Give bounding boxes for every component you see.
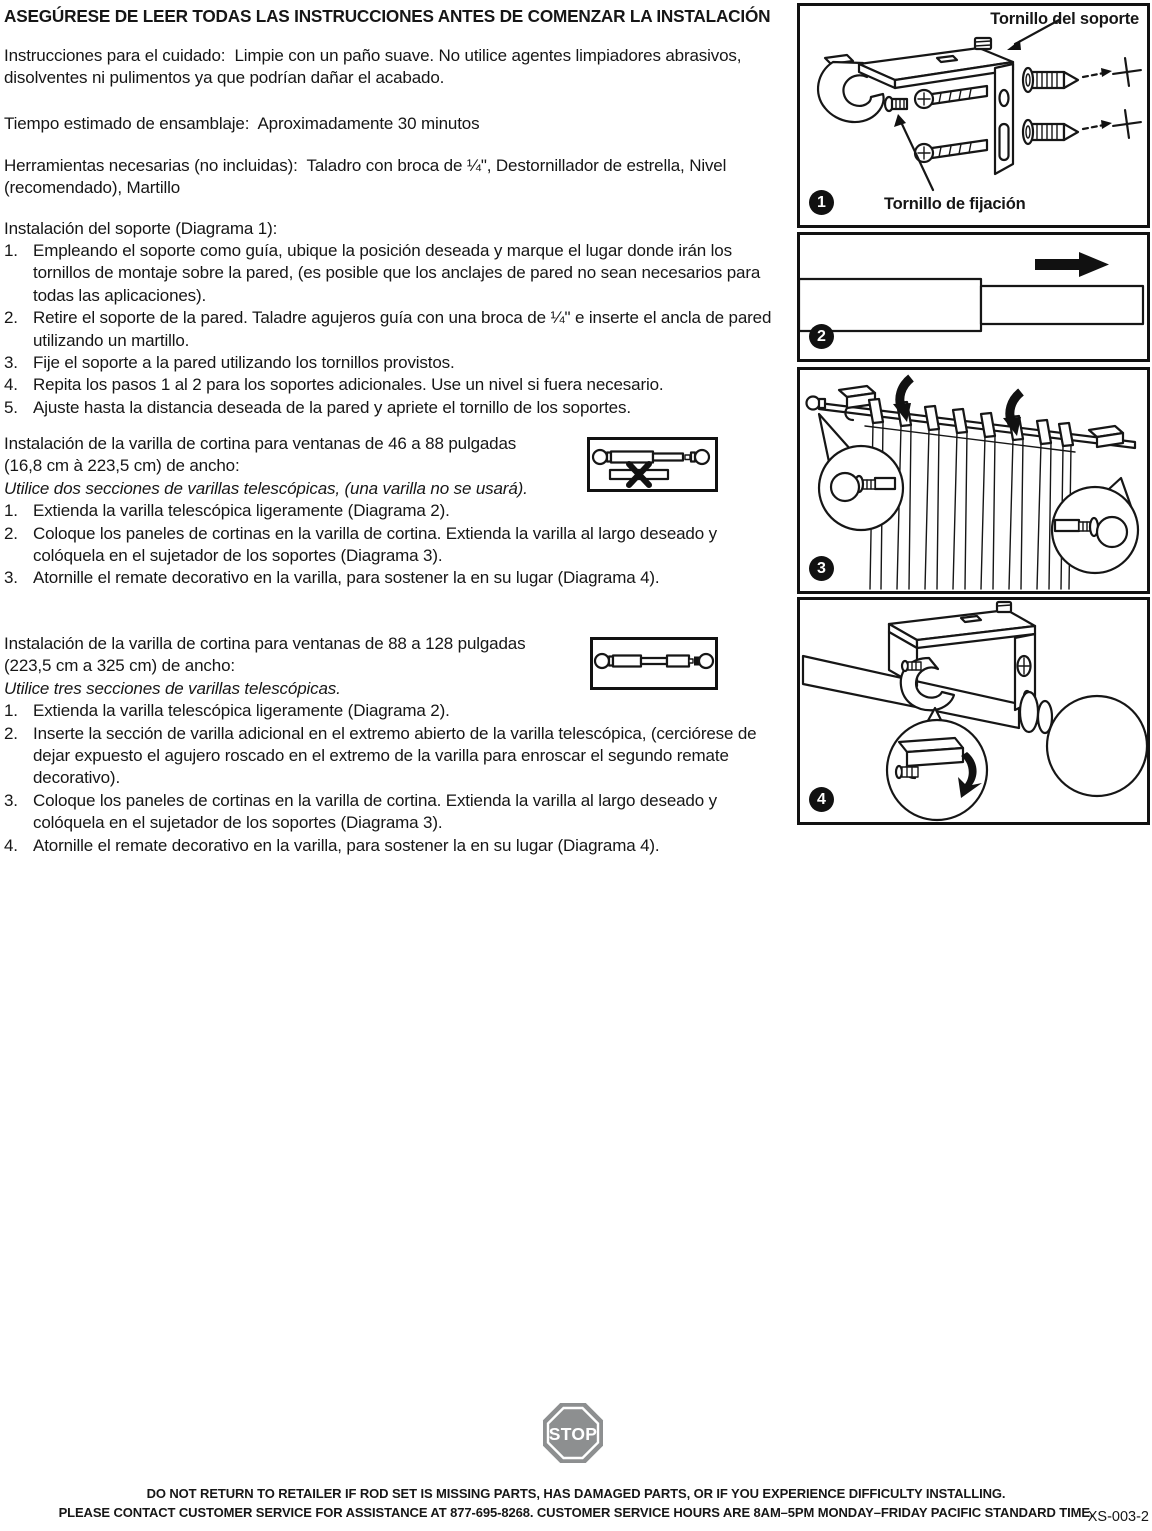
rod-46-88-heading: Instalación de la varilla de cortina para ventanas de 46 a 88 pulgadas (16,8 cm à 223,5 cm) de ancho: (4, 434, 521, 476)
dashed-guide-line (1083, 125, 1104, 129)
set-screw-icon (997, 602, 1011, 612)
finial-ball-icon (807, 397, 820, 410)
rod-88-128-heading: Instalación de la varilla de cortina para ventanas de 88 a 128 pulgadas (223,5 cm a 325 cm) de ancho: (4, 634, 531, 676)
diagram-number-badge: 1 (809, 190, 834, 215)
instruction-step (4, 240, 779, 307)
finial-collar (1020, 692, 1038, 732)
arrowhead-icon (1007, 40, 1021, 50)
step-text: Fije el soporte a la pared utilizando los tornillos provistos. (33, 353, 455, 373)
instruction-step (4, 523, 779, 568)
diagram-2-extend-rod (797, 232, 1150, 362)
document-code: XS-003-2 (1087, 1509, 1149, 1525)
curtain-rod-drawing (800, 370, 1147, 591)
three-section-rod-drawing (593, 640, 715, 687)
finial-attachment-drawing (800, 600, 1147, 822)
step-text: Extienda la varilla telescópica ligeramente (Diagrama 2). (33, 501, 450, 521)
instruction-step (4, 352, 779, 374)
dashed-guide-line (1083, 73, 1104, 77)
wall-mark-icon (1111, 108, 1143, 140)
step-number: 3. (4, 790, 18, 810)
diagram-number-badge: 2 (809, 324, 834, 349)
step-text: Empleando el soporte como guía, ubique la posición deseada y marque el lugar donde irán los tornillos de montaje sobre la pared, (es posible que los anclajes de pared no sean necesarios para todas las aplicaciones). (33, 241, 765, 305)
bracket-exploded-drawing (800, 6, 1147, 225)
mounting-screw-icon (915, 140, 987, 162)
finial-ball-icon (1047, 696, 1147, 796)
instruction-step (4, 835, 779, 857)
finial-ball-icon (699, 654, 713, 668)
screw-slot (1000, 124, 1009, 160)
step-number: 4. (4, 375, 18, 395)
bracket-install-steps (4, 240, 779, 419)
step-number: 2. (4, 523, 18, 543)
instruction-step (4, 700, 779, 722)
step-text: Extienda la varilla telescópica ligeramente (Diagrama 2). (33, 701, 450, 721)
arrowhead-icon (1101, 120, 1112, 129)
arrowhead-icon (894, 114, 906, 127)
diagram-3-hang-curtain (797, 367, 1150, 594)
finial-ball-icon (595, 654, 609, 668)
bracket-install-heading: Instalación del soporte (Diagrama 1): (4, 219, 278, 238)
three-section-rod-figure (590, 637, 718, 690)
instruction-step (4, 397, 779, 419)
step-number: 5. (4, 397, 18, 417)
rod-88-128-note: Utilice tres secciones de varillas telescópicas. (4, 678, 341, 698)
instruction-step (4, 500, 779, 522)
stop-sign-label: STOP (548, 1424, 598, 1444)
step-text: Repita los pasos 1 al 2 para los soportes adicionales. Use un nivel si fuera necesario. (33, 375, 664, 395)
arrowhead-icon (1101, 68, 1112, 77)
fixing-screw-icon (902, 661, 921, 671)
instruction-step (4, 567, 779, 589)
diagram-number-badge: 4 (809, 787, 834, 812)
step-text: Ajuste hasta la distancia deseada de la pared y apriete el tornillo de los soportes. (33, 397, 631, 417)
rod-outer-section (800, 279, 981, 331)
rod-inner-section (981, 286, 1143, 324)
wall-anchor-icon (1023, 120, 1078, 144)
finial-ball-icon (593, 450, 607, 464)
rod-46-88-section (4, 433, 779, 590)
care-instructions: Instrucciones para el cuidado: Limpie con un paño suave. No utilice agentes limpiadores abrasivos, disolventes ni pulimentos ya que podrían dañar el acabado. (4, 46, 746, 88)
mounting-screw-icon (915, 86, 987, 108)
step-text: Inserte la sección de varilla adicional en el extremo abierto de la varilla telescópica, (cerciórese de dejar expuesto el agujero roscado en el extremo de la varilla para enroscar el segundo remate decorativo). (33, 723, 762, 788)
fixing-screw-icon (885, 97, 907, 111)
diagram-4-attach-finial (797, 597, 1150, 825)
instruction-step (4, 307, 779, 352)
diagram-number-badge: 3 (809, 556, 834, 581)
screw-hole (1000, 90, 1009, 106)
arrow-right-icon (1035, 252, 1109, 277)
footer-warning-line1: DO NOT RETURN TO RETAILER IF ROD SET IS MISSING PARTS, HAS DAMAGED PARTS, OR IF YOU EXPERIENCE DIFFICULTY INSTALLING. (146, 1486, 1006, 1501)
footer-warning-line2: PLEASE CONTACT CUSTOMER SERVICE FOR ASSISTANCE AT 877-695-8268. CUSTOMER SERVICE HOURS ARE 8AM–5PM MONDAY–FRIDAY PACIFIC STANDARD TIME. (58, 1505, 1094, 1520)
stop-sign (542, 1402, 604, 1464)
footer-warning (0, 1484, 1152, 1522)
step-number: 3. (4, 353, 18, 373)
instruction-step (4, 790, 779, 835)
fixing-screw-label: Tornillo de fijación (884, 195, 1026, 213)
two-section-rod-drawing (590, 440, 715, 489)
step-text: Retire el soporte de la pared. Taladre agujeros guía con una broca de ¼" e inserte el ancla de pared utilizando un martillo. (33, 308, 776, 350)
stop-sign-icon (542, 1402, 604, 1464)
step-number: 2. (4, 308, 18, 328)
finial-ball-icon (695, 450, 709, 464)
step-number: 1. (4, 241, 18, 260)
screw-head-icon (1018, 656, 1031, 676)
rod-88-128-section (4, 633, 779, 857)
page-title: ASEGÚRESE DE LEER TODAS LAS INSTRUCCIONES ANTES DE COMENZAR LA INSTALACIÓN (4, 6, 771, 26)
tools-required: Herramientas necesarias (no incluidas): Taladro con broca de ¼", Destornillador de estrella, Nivel (recomendado), Martillo (4, 156, 731, 198)
wall-anchor-icon (1023, 68, 1078, 92)
instruction-step (4, 723, 779, 790)
step-text: Atornille el remate decorativo en la varilla, para sostener la en su lugar (Diagrama 4). (33, 568, 660, 588)
step-text: Coloque los paneles de cortinas en la varilla de cortina. Extienda la varilla al largo deseado y colóquela en el sujetador de los soportes (Diagrama 3). (33, 523, 722, 566)
instruction-step (4, 374, 779, 396)
telescoping-rod-drawing (800, 235, 1147, 359)
assembly-time: Tiempo estimado de ensamblaje: Aproximadamente 30 minutos (4, 114, 480, 133)
diagram-column (797, 3, 1150, 825)
step-number: 1. (4, 501, 18, 521)
set-screw-icon (975, 38, 991, 49)
bracket-screw-label: Tornillo del soporte (990, 10, 1139, 28)
rod-46-88-note: Utilice dos secciones de varillas telescópicas, (una varilla no se usará). (4, 478, 528, 498)
step-text: Coloque los paneles de cortinas en la varilla de cortina. Extienda la varilla al largo deseado y colóquela en el sujetador de los soportes (Diagrama 3). (33, 790, 722, 833)
wall-mark-icon (1111, 56, 1143, 88)
step-number: 1. (4, 701, 18, 721)
step-text: Atornille el remate decorativo en la varilla, para sostener la en su lugar (Diagrama 4). (33, 835, 660, 855)
two-section-rod-figure (587, 437, 718, 492)
diagram-1-bracket-installation (797, 3, 1150, 228)
step-number: 2. (4, 723, 18, 743)
step-number: 4. (4, 835, 18, 855)
step-number: 3. (4, 568, 18, 588)
